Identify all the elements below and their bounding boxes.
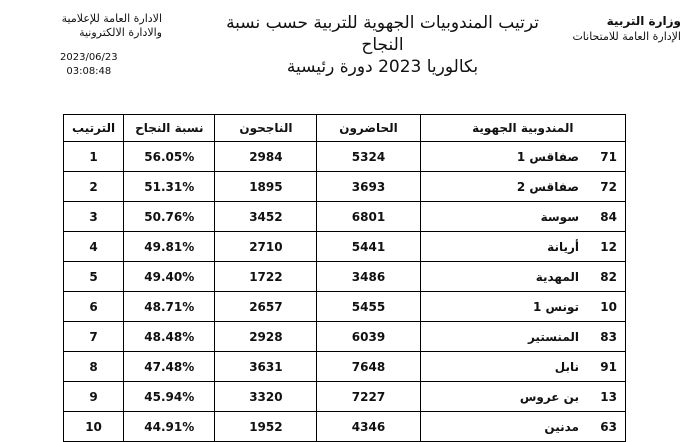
region-name: صفاقس 2 bbox=[516, 179, 579, 194]
rank-cell: 2 bbox=[64, 172, 124, 202]
region-name: المهدية bbox=[535, 269, 579, 284]
region-cell bbox=[420, 322, 625, 352]
region-code: 10 bbox=[600, 299, 617, 314]
passed-cell: 3320 bbox=[215, 382, 317, 412]
rank-cell: 5 bbox=[64, 262, 124, 292]
passed-cell: 2984 bbox=[215, 142, 317, 172]
table-row bbox=[64, 172, 626, 202]
present-cell: 5324 bbox=[317, 142, 420, 172]
table-row bbox=[64, 292, 626, 322]
rate-cell: 44.91% bbox=[124, 412, 215, 442]
region-code: 72 bbox=[600, 179, 617, 194]
rank-cell: 4 bbox=[64, 232, 124, 262]
region-name: تونس 1 bbox=[532, 299, 579, 314]
present-cell: 6801 bbox=[317, 202, 420, 232]
table-row bbox=[64, 412, 626, 442]
rank-cell: 3 bbox=[64, 202, 124, 232]
passed-cell: 2710 bbox=[215, 232, 317, 262]
col-header-rate: نسبة النجاح bbox=[124, 115, 215, 142]
ministry-header bbox=[572, 14, 681, 44]
table-row bbox=[64, 232, 626, 262]
region-cell bbox=[420, 142, 625, 172]
present-cell: 7648 bbox=[317, 352, 420, 382]
table-row bbox=[64, 322, 626, 352]
present-cell: 3486 bbox=[317, 262, 420, 292]
region-code: 84 bbox=[600, 209, 617, 224]
rate-cell: 50.76% bbox=[124, 202, 215, 232]
timestamp bbox=[60, 51, 118, 79]
region-cell bbox=[420, 172, 625, 202]
rank-cell: 10 bbox=[64, 412, 124, 442]
rate-cell: 49.81% bbox=[124, 232, 215, 262]
region-code: 91 bbox=[600, 359, 617, 374]
ministry-name: وزارة التربية bbox=[606, 14, 681, 28]
passed-cell: 2657 bbox=[215, 292, 317, 322]
region-code: 71 bbox=[600, 149, 617, 164]
rank-cell: 6 bbox=[64, 292, 124, 322]
present-cell: 6039 bbox=[317, 322, 420, 352]
table-body bbox=[64, 142, 626, 442]
col-header-passed: الناجحون bbox=[215, 115, 317, 142]
region-code: 13 bbox=[600, 389, 617, 404]
present-cell: 5441 bbox=[317, 232, 420, 262]
region-cell bbox=[420, 412, 625, 442]
rate-cell: 48.71% bbox=[124, 292, 215, 322]
passed-cell: 1895 bbox=[215, 172, 317, 202]
region-name: نابل bbox=[554, 359, 579, 374]
title-line1: ترتيب المندوبيات الجهوية للتربية حسب نسبة النجاح bbox=[226, 13, 539, 55]
passed-cell: 2928 bbox=[215, 322, 317, 352]
table-row bbox=[64, 262, 626, 292]
table-row bbox=[64, 352, 626, 382]
col-header-rank: الترتيب bbox=[64, 115, 124, 142]
rate-cell: 51.31% bbox=[124, 172, 215, 202]
region-cell bbox=[420, 202, 625, 232]
report-time: 03:08:48 bbox=[66, 66, 112, 77]
table-row bbox=[64, 382, 626, 412]
document-title bbox=[205, 12, 560, 78]
ministry-department: الإدارة العامة للامتحانات bbox=[572, 30, 681, 43]
region-name: بن عروس bbox=[519, 389, 579, 404]
rate-cell: 49.40% bbox=[124, 262, 215, 292]
passed-cell: 3631 bbox=[215, 352, 317, 382]
passed-cell: 1722 bbox=[215, 262, 317, 292]
it-department-header bbox=[22, 12, 162, 40]
passed-cell: 3452 bbox=[215, 202, 317, 232]
region-name: المنستير bbox=[527, 329, 579, 344]
region-name: صفاقس 1 bbox=[516, 149, 579, 164]
rate-cell: 48.48% bbox=[124, 322, 215, 352]
rank-cell: 7 bbox=[64, 322, 124, 352]
title-line2: بكالوريا 2023 دورة رئيسية bbox=[286, 57, 479, 77]
present-cell: 4346 bbox=[317, 412, 420, 442]
region-cell bbox=[420, 262, 625, 292]
passed-cell: 1952 bbox=[215, 412, 317, 442]
region-name: أريانة bbox=[547, 239, 579, 254]
rank-cell: 1 bbox=[64, 142, 124, 172]
region-cell bbox=[420, 292, 625, 322]
region-cell bbox=[420, 382, 625, 412]
region-name: سوسة bbox=[540, 209, 579, 224]
table-header-row bbox=[64, 115, 626, 142]
region-cell bbox=[420, 352, 625, 382]
it-dept-line1: الادارة العامة للإعلامية bbox=[61, 12, 162, 25]
present-cell: 5455 bbox=[317, 292, 420, 322]
it-dept-line2: والادارة الالكترونية bbox=[79, 26, 162, 39]
region-code: 82 bbox=[600, 269, 617, 284]
rank-cell: 9 bbox=[64, 382, 124, 412]
rate-cell: 47.48% bbox=[124, 352, 215, 382]
rank-cell: 8 bbox=[64, 352, 124, 382]
present-cell: 7227 bbox=[317, 382, 420, 412]
present-cell: 3693 bbox=[317, 172, 420, 202]
region-code: 12 bbox=[600, 239, 617, 254]
region-code: 63 bbox=[600, 419, 617, 434]
rate-cell: 45.94% bbox=[124, 382, 215, 412]
report-date: 2023/06/23 bbox=[60, 52, 118, 63]
rate-cell: 56.05% bbox=[124, 142, 215, 172]
col-header-present: الحاضرون bbox=[317, 115, 420, 142]
region-cell bbox=[420, 232, 625, 262]
region-code: 83 bbox=[600, 329, 617, 344]
ranking-table bbox=[63, 114, 626, 442]
table-row bbox=[64, 202, 626, 232]
col-header-region: المندوبية الجهوية bbox=[420, 115, 625, 142]
region-name: مدنين bbox=[544, 419, 579, 434]
table-row bbox=[64, 142, 626, 172]
